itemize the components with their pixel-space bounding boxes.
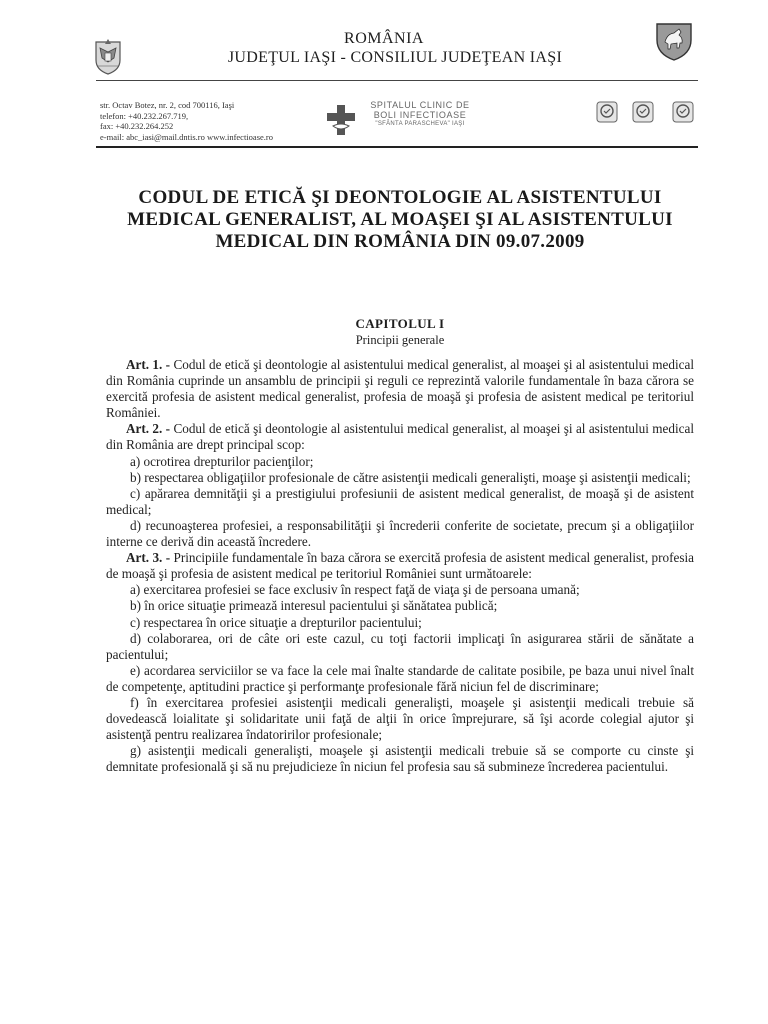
article-text: Principiile fundamentale în baza cărora se exercită profesia de asistent medical generalist, profesia de moaşă şi profesia de asistent medical pe teritoriul României sunt următoarele: — [106, 550, 694, 582]
list-item: d) recunoaşterea profesiei, a responsabilităţii şi încrederii conferite de societate, precum şi a obligaţiilor interne ce derivă din această încredere. — [106, 517, 694, 550]
article-text: Codul de etică şi deontologie al asistentului medical generalist, al moaşei şi al asistentului medical din România cuprinde un ansamblu de principii şi reguli ce reprezintă valorile fundamentale în baza cărora se exercită profesia de asistent medical generalist, profesia de moaşă şi profesia de asistent medical pe teritoriul României. — [106, 357, 694, 421]
list-item: e) acordarea serviciilor se va face la cele mai înalte standarde de calitate posibile, pe baza unui nivel înalt de competenţe, aptitudini practice şi performanţe profesionale fără niciun fel de discriminare; — [106, 662, 694, 694]
hospital-name-line1: SPITALUL CLINIC DE — [370, 100, 470, 110]
letterhead-divider-bottom — [96, 146, 698, 148]
list-item: c) respectarea în orice situaţie a drepturilor pacientului; — [130, 614, 422, 630]
list-item: b) respectarea obligaţiilor profesionale de către asistenţii medicali generalişti, moaşe şi asistenţii medicali; — [130, 469, 691, 485]
certification-icon — [596, 101, 618, 123]
list-item: d) colaborarea, ori de câte ori este cazul, cu toţi factorii implicaţi în asigurarea stării de sănătate a pacientului; — [106, 630, 694, 662]
hospital-name-line3: "SFÂNTA PARASCHEVA" IAŞI — [375, 121, 465, 127]
document-body — [106, 357, 694, 775]
list-item: c) apărarea demnităţii şi a prestigiului profesiunii de asistent medical generalist, de moaşă şi de asistent medical; — [106, 485, 694, 517]
letterhead-contact — [100, 100, 320, 142]
certification-logos — [592, 99, 702, 133]
list-item: f) în exercitarea profesiei asistenţii medicali generalişti, moaşele şi asistenţii medicali trebuie să dovedească loialitate şi solidaritate unii faţă de alţii în orice împrejurare, să îşi acorde colegial ajutor şi asistenţă pentru realizarea îndatoririlor profesionale; — [106, 694, 694, 743]
list-item: a) ocrotirea drepturilor pacienţilor; — [130, 453, 314, 469]
contact-address: str. Octav Botez, nr. 2, cod 700116, Iaşi — [100, 100, 235, 110]
article-1 — [106, 357, 694, 421]
letterhead-county: JUDEŢUL IAŞI - CONSILIUL JUDEŢEAN IAŞI — [227, 49, 563, 66]
article-text: Codul de etică şi deontologie al asistentului medical generalist, al moaşei şi al asistentului medical din România are drept principal scop: — [106, 421, 694, 453]
letterhead-country: ROMÂNIA — [344, 30, 424, 47]
hospital-name — [360, 101, 480, 130]
hospital-name-line2: BOLI INFECTIOASE — [373, 109, 467, 120]
article-2 — [106, 421, 694, 453]
article-label: Art. 3. - — [126, 550, 171, 566]
chapter-subtitle: Principii generale — [355, 333, 445, 347]
list-item: g) asistenţii medicali generalişti, moaşele şi asistenţii medicali trebuie să se comporte cu cinste şi demnitate profesională şi să nu prejudicieze în niciun fel profesia sau să submineze încrederea pacientului. — [106, 743, 694, 775]
contact-email-web: e-mail: abc_iasi@mail.dntis.ro www.infectioase.ro — [100, 131, 273, 142]
contact-fax: fax: +40.232.264.252 — [100, 121, 174, 131]
document-title: CODUL DE ETICĂ ŞI DEONTOLOGIE AL ASISTENTULUI MEDICAL GENERALIST, AL MOAŞEI ŞI AL ASISTENTULUI MEDICAL DIN ROMÂNIA DIN 09.07.2009 — [127, 187, 673, 252]
certification-icon — [632, 101, 654, 123]
letterhead-divider-top — [96, 80, 698, 81]
hospital-cross-icon — [326, 104, 356, 136]
chapter-heading: CAPITOLUL I — [355, 316, 445, 331]
article-3 — [106, 550, 694, 582]
list-item: b) în orice situaţie primează interesul pacientului şi sănătatea publică; — [130, 598, 498, 614]
contact-phone: telefon: +40.232.267.719, — [100, 110, 189, 121]
article-label: Art. 1. - — [126, 357, 171, 372]
article-label: Art. 2. - — [126, 421, 171, 437]
certification-icon — [672, 101, 694, 123]
list-item: a) exercitarea profesiei se face exclusiv în respect faţă de viaţa şi de persoana umană; — [130, 582, 580, 598]
